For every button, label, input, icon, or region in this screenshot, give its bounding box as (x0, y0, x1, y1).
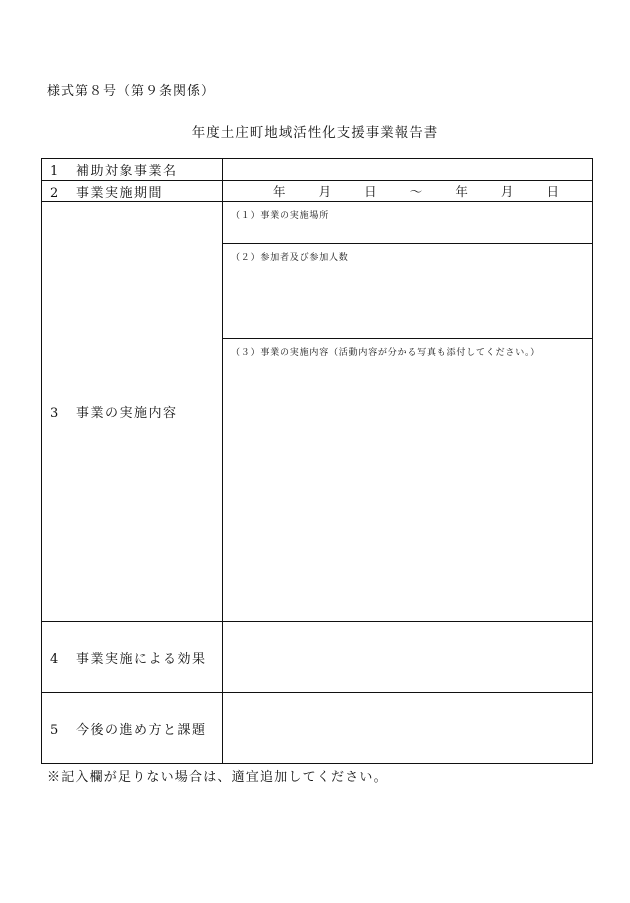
period-separator: ～ (409, 184, 423, 199)
period-start-year: 年 (273, 184, 286, 199)
venue-label: （１）事業の実施場所 (231, 211, 330, 221)
effect-field[interactable] (223, 622, 593, 693)
footer-note: ※記入欄が足りない場合は、適宜追加してください。 (47, 770, 388, 785)
venue-field[interactable] (223, 202, 593, 244)
table-row (42, 622, 593, 693)
table-row (42, 181, 593, 202)
row-label-effect: 4 事業実施による効果 (42, 622, 223, 693)
table-row (42, 693, 593, 764)
report-table (41, 158, 593, 764)
table-row (42, 202, 593, 244)
row-label-period: 2 事業実施期間 (42, 181, 223, 202)
participants-label: （２）参加者及び参加人数 (231, 253, 349, 263)
content-details-field[interactable] (223, 339, 593, 622)
table-row (42, 159, 593, 181)
participants-field[interactable] (223, 244, 593, 339)
document-title: 年度土庄町地域活性化支援事業報告書 (191, 125, 439, 141)
row-label-future: 5 今後の進め方と課題 (42, 693, 223, 764)
project-name-field[interactable] (223, 159, 593, 181)
period-start-month: 月 (318, 184, 332, 199)
period-field[interactable] (223, 181, 593, 202)
period-start-day: 日 (364, 184, 377, 199)
period-end-day: 日 (546, 184, 559, 199)
row-label-content: 3 事業の実施内容 (42, 202, 223, 622)
period-end-month: 月 (500, 184, 514, 199)
future-plans-field[interactable] (223, 693, 593, 764)
content-details-label: （３）事業の実施内容（活動内容が分かる写真も添付してください。） (231, 348, 541, 358)
row-label-project-name: 1 補助対象事業名 (42, 159, 223, 181)
form-number: 様式第８号（第９条関係） (47, 84, 216, 99)
period-end-year: 年 (455, 184, 468, 199)
